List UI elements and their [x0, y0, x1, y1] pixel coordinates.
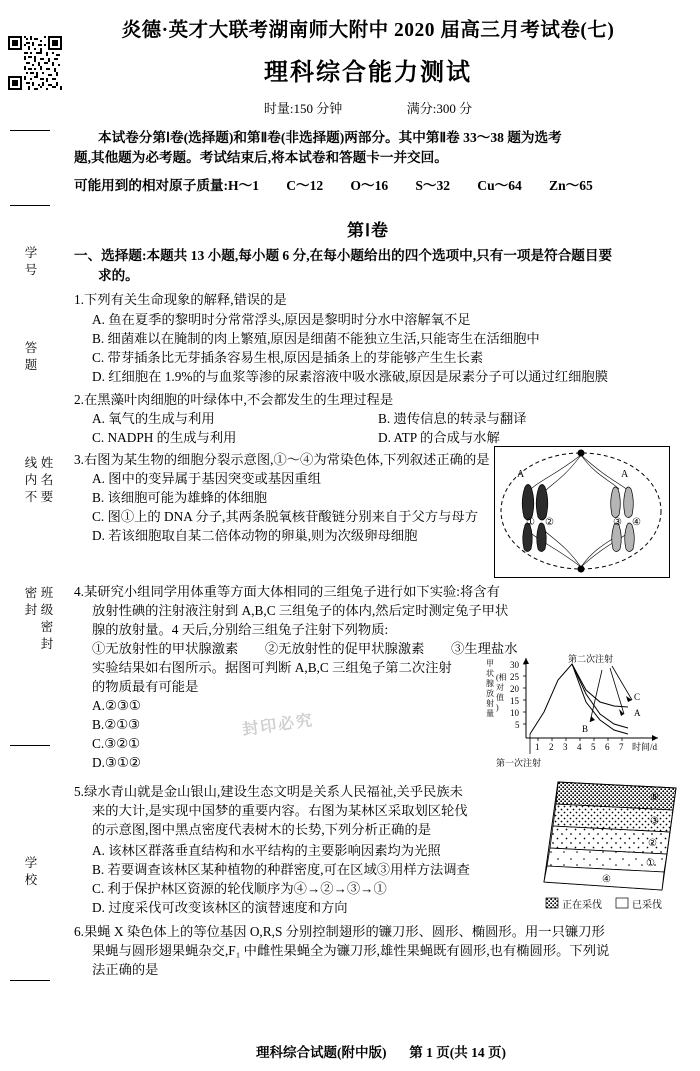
svg-text:25: 25	[510, 672, 519, 682]
svg-text:③: ③	[650, 816, 659, 827]
q2-option-b: B. 遗传信息的转录与翻译	[378, 411, 527, 426]
question-4-stem	[74, 582, 554, 601]
q4-number: 4.	[74, 584, 84, 599]
q1-number: 1.	[74, 292, 84, 307]
q2-option-d: D. ATP 的合成与水解	[378, 430, 500, 445]
question-1-stem	[74, 290, 674, 309]
q4-line4: ①无放射性的甲状腺激素 ②无放射性的促甲状腺激素 ③生理盐水	[92, 641, 518, 656]
question-6-stem	[74, 922, 684, 941]
atomic-mass-line: 可能用到的相对原子质量:H～1 C～12 O～16 S～32 Cu～64 Zn～65	[74, 178, 593, 193]
footer-page: 第 1 页(共 14 页)	[409, 1045, 506, 1060]
seal-divider	[10, 205, 50, 206]
seal-divider	[10, 130, 50, 131]
svg-text:④: ④	[602, 874, 611, 885]
q4-option-a: A.②③①	[92, 698, 141, 713]
q3-option-d: D. 若该细胞取自某二倍体动物的卵巢,则为次级卵母细胞	[92, 528, 418, 543]
svg-text:30: 30	[510, 660, 519, 670]
svg-text:腺: 腺	[486, 679, 494, 688]
q5-line3: 的示意图,图中黑点密度代表树木的长势,下列分析正确的是	[92, 822, 432, 837]
seal-label-class: 班 级 密 封	[40, 586, 54, 651]
q2-option-a: A. 氧气的生成与利用	[92, 411, 215, 426]
q6-line2: 果蝇与圆形翅果蝇杂交,F₁ 中雌性果蝇全为镰刀形,雄性果蝇既有圆形,也有椭圆形。下列说	[92, 943, 610, 958]
notes-line2: 题,其他题为必考题。考试结束后,将本试卷和答题卡一并交回。	[74, 150, 448, 165]
seal-label-student-id: 学 号	[24, 246, 38, 277]
svg-text:6: 6	[605, 742, 610, 752]
svg-text:④: ④	[632, 517, 641, 528]
svg-text:对: 对	[496, 683, 504, 692]
svg-text:C: C	[634, 692, 641, 702]
svg-text:10: 10	[510, 708, 519, 718]
page-title: 炎德·英才大联考湖南师大附中 2020 届高三月考试卷(七)	[121, 20, 615, 41]
q3-cell-division-figure	[494, 446, 670, 578]
q4-line3: 腺的放射量。4 天后,分别给三组兔子注射下列物质:	[92, 622, 389, 637]
q1-option-d: D. 红细胞在 1.9%的与血浆等渗的尿素溶液中吸水涨破,原因是尿素分子可以通过红细胞膜	[92, 369, 608, 384]
svg-text:第一次注射: 第一次注射	[496, 758, 542, 768]
svg-text:甲: 甲	[486, 659, 494, 668]
svg-text:正在采伐: 正在采伐	[562, 900, 602, 911]
svg-text:7: 7	[619, 742, 624, 752]
svg-text:①: ①	[646, 858, 655, 869]
svg-text:3: 3	[563, 742, 568, 752]
exam-meta	[62, 98, 674, 117]
svg-text:2: 2	[549, 742, 554, 752]
q6-line3: 法正确的是	[92, 962, 159, 977]
q5-option-a: A. 该林区群落垂直结构和水平结构的主要影响因素均为光照	[92, 843, 441, 858]
seal-label-answer: 答 题	[24, 341, 38, 372]
q5-option-b: B. 若要调查该林区某种植物的种群密度,可在区域③用样方法调查	[92, 862, 470, 877]
svg-text:放: 放	[486, 689, 494, 698]
svg-text:15: 15	[510, 696, 519, 706]
q5-option-c: C. 利于保护林区资源的轮伐顺序为④→②→③→①	[92, 881, 387, 896]
q4-option-c: C.③②①	[92, 736, 140, 751]
svg-text:20: 20	[510, 684, 519, 694]
seal-label-seal: 密 封	[24, 586, 38, 617]
q3-number: 3.	[74, 452, 84, 467]
q5-forest-figure	[542, 778, 678, 924]
exam-content	[62, 0, 700, 1071]
svg-text:): )	[496, 703, 499, 712]
svg-text:5: 5	[591, 742, 596, 752]
svg-text:②: ②	[545, 517, 554, 528]
q4-line6: 的物质最有可能是	[92, 679, 199, 694]
q1-option-b: B. 细菌难以在腌制的肉上繁殖,原因是细菌不能独立生活,只能寄生在活细胞中	[92, 331, 540, 346]
q5-option-d: D. 过度采伐可改变该林区的演替速度和方向	[92, 900, 348, 915]
q6-line1: 果蝇 X 染色体上的等位基因 O,R,S 分别控制翅形的镰刀形、圆形、椭圆形。用一只镰刀形	[83, 924, 605, 939]
subject-title: 理科综合能力测试	[264, 60, 472, 86]
page-footer	[62, 1041, 700, 1061]
q5-line1: 绿水青山就是金山银山,建设生态文明是关系人民福祉,关乎民族未	[83, 784, 463, 799]
q4-line5: 实验结果如右图所示。据图可判断 A,B,C 三组兔子第二次注射	[92, 660, 452, 675]
svg-text:B: B	[582, 724, 589, 734]
q2-text: 在黑藻叶肉细胞的叶绿体中,不会都发生的生理过程是	[83, 392, 394, 407]
q4-line1: 某研究小组同学用体重等方面大体相同的三组兔子进行如下实验:将含有	[83, 584, 500, 599]
seal-divider	[10, 980, 50, 981]
watermark-text: 封印必究	[241, 712, 316, 739]
qr-code-icon	[8, 36, 62, 90]
q5-line2: 来的大计,是实现中国梦的重要内容。右图为某林区采取划区轮伐	[92, 803, 468, 818]
question-2-stem	[74, 390, 674, 409]
q3-text: 右图为某生物的细胞分裂示意图,①～④为常染色体,下列叙述正确的是	[83, 452, 490, 467]
score-label: 满分:300 分	[406, 101, 473, 116]
svg-text:5: 5	[515, 720, 520, 730]
q1-option-a: A. 鱼在夏季的黎明时分常常浮头,原因是黎明时分水中溶解氧不足	[92, 312, 471, 327]
svg-text:时间/d: 时间/d	[632, 742, 658, 752]
section-juan1: 第Ⅰ卷	[346, 221, 389, 240]
svg-text:值: 值	[496, 693, 504, 702]
svg-text:量: 量	[486, 709, 494, 718]
choice-instruction-1: 一、选择题:本题共 13 小题,每小题 6 分,在每小题给出的四个选项中,只有一项是符合题目要	[74, 248, 613, 263]
svg-text:第二次注射: 第二次注射	[568, 654, 614, 664]
seal-label-school: 学 校	[24, 856, 38, 887]
q5-number: 5.	[74, 784, 84, 799]
q4-line2: 放射性碘的注射液注射到 A,B,C 三组兔子的体内,然后定时测定兔子甲状	[92, 603, 509, 618]
svg-text:(相: (相	[496, 673, 507, 682]
svg-text:状: 状	[486, 669, 494, 678]
seal-strip	[0, 0, 62, 1071]
svg-text:4: 4	[577, 742, 582, 752]
footer-title: 理科综合试题(附中版)	[256, 1045, 387, 1060]
q1-option-c: C. 带芽插条比无芽插条容易生根,原因是插条上的芽能够产生生长素	[92, 350, 484, 365]
choice-instruction-2: 求的。	[98, 268, 139, 283]
q4-option-d: D.③①②	[92, 755, 141, 770]
svg-text:1: 1	[535, 742, 540, 752]
q4-option-b: B.②①③	[92, 717, 140, 732]
q2-option-c: C. NADPH 的生成与利用	[92, 430, 237, 445]
svg-text:⑤: ⑤	[650, 792, 659, 803]
q4-chart	[482, 650, 678, 778]
q6-number: 6.	[74, 924, 84, 939]
svg-text:A: A	[634, 708, 641, 718]
svg-text:①: ①	[526, 517, 535, 528]
seal-divider	[10, 745, 50, 746]
svg-text:③: ③	[613, 517, 622, 528]
seal-label-inside: 线 内 不	[24, 456, 38, 504]
question-5-stem	[74, 782, 554, 801]
svg-text:A: A	[621, 469, 629, 480]
svg-text:已采伐: 已采伐	[632, 900, 662, 911]
notes-line1: 本试卷分第Ⅰ卷(选择题)和第Ⅱ卷(非选择题)两部分。其中第Ⅱ卷 33～38 题为选考	[98, 130, 562, 145]
svg-text:射: 射	[486, 699, 494, 708]
seal-label-name: 姓 名 要	[40, 456, 54, 504]
time-label: 时量:150 分钟	[263, 101, 343, 116]
q3-option-a: A. 图中的变异属于基因突变或基因重组	[92, 471, 322, 486]
svg-text:A: A	[517, 469, 525, 480]
q1-text: 下列有关生命现象的解释,错误的是	[83, 292, 287, 307]
q3-option-c: C. 图①上的 DNA 分子,其两条脱氧核苷酸链分别来自于父方与母方	[92, 509, 478, 524]
svg-text:②: ②	[648, 838, 657, 849]
q2-number: 2.	[74, 392, 84, 407]
q3-option-b: B. 该细胞可能为雄蜂的体细胞	[92, 490, 268, 505]
